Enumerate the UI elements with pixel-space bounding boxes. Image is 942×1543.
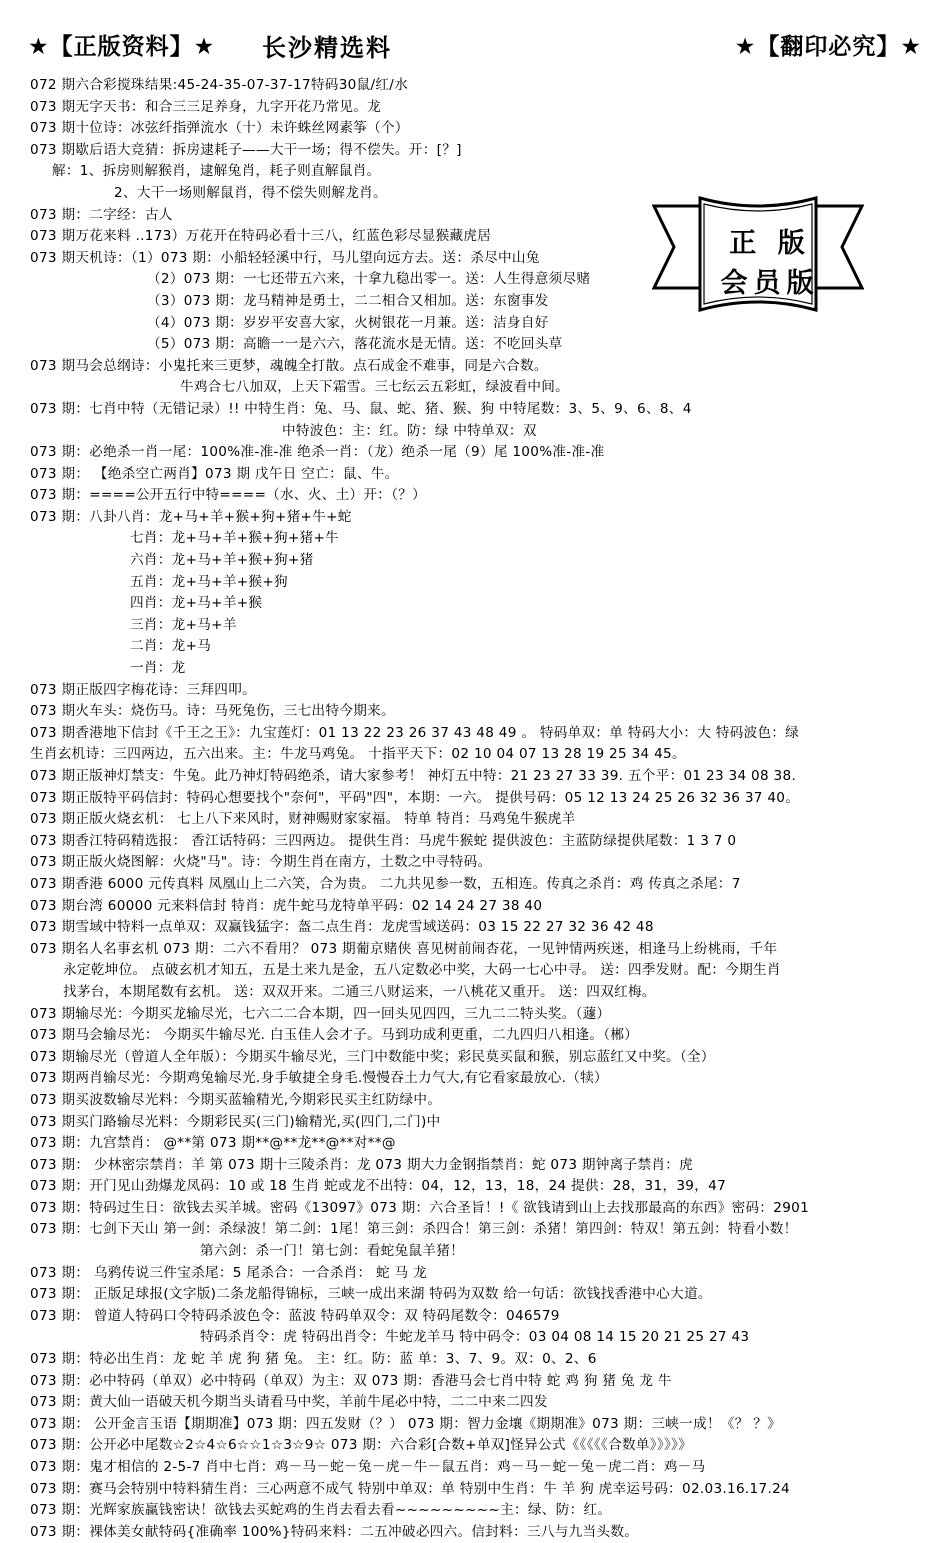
text-line: 073 期：八卦八肖：龙+马+羊+猴+狗+猪+牛+蛇 (30, 508, 352, 525)
text-line: 073 期： 曾道人特码口令特码杀波色令：蓝波 特码单双令：双 特码尾数令：046579 (30, 1307, 560, 1324)
text-line: 073 期： 公开金言玉语【期期准】073 期：四五发财（？） 073 期：智力金壤《期期准》073 期：三峡一成！《？ ？》 (30, 1415, 782, 1432)
text-line: 073 期输尽光（曾道人全年版）：今期买牛输尽光，三门中数能中奖；彩民莫买鼠和猴，别忘蓝红又中奖。（全） (30, 1048, 715, 1065)
text-line: 解：1、拆房则解猴肖，逮解兔肖，耗子则直解鼠肖。 (52, 163, 381, 180)
text-line: 073 期：公开必中尾数☆2☆4☆6☆☆1☆3☆9☆ 073 期：六合彩[合数+单双]怪异公式《《《《《合数单》》》》》 (30, 1437, 693, 1454)
text-line: 找茅台，本期尾数有玄机。 送：双双开来。二通三八财运来，一八桃花又重开。 送：四双红梅。 (63, 983, 656, 1000)
stamp-line-1: 正 版 (729, 228, 811, 259)
text-line: 073 期正版火烧玄机： 七上八下来风时，财神赐财家家福。 特单 特肖：马鸡兔牛猴虎羊 (30, 811, 576, 828)
text-line: 073 期：必绝杀一肖一尾：100%准-准-准 绝杀一肖：（龙）绝杀一尾（9）尾 100%准-准-准 (30, 444, 605, 461)
text-line: 073 期：====公开五行中特====（水、火、土）开：（？） (30, 487, 427, 504)
stamp-line-2: 会员版 (720, 268, 820, 299)
text-line: 073 期： 【绝杀空亡两肖】073 期 戊午日 空亡：鼠、牛。 (30, 465, 399, 482)
text-line: 中特波色：主：红。防：绿 中特单双：双 (282, 422, 537, 439)
page-header (0, 0, 942, 70)
text-line: 073 期歇后语大竞猜：拆房逮耗子——大干一场；得不偿失。开：[？] (30, 141, 462, 158)
member-edition-stamp (712, 224, 828, 304)
text-line: 073 期：裸体美女献特码{准确率 100%}特码来料：二五冲破必四六。信封料：三八与九当头数。 (30, 1523, 639, 1540)
text-line: 073 期两肖输尽光：今期鸡兔输尽光.身手敏捷全身毛.慢慢吞土力气大,有它看家最放心.（犊） (30, 1070, 608, 1087)
text-line: 073 期：鬼才相信的 2-5-7 肖中七肖：鸡－马－蛇－兔－虎－牛－鼠五肖：鸡－马－蛇－兔－虎二肖：鸡－马 (30, 1459, 706, 1475)
text-line: 073 期雪域中特料一点单双：双赢钱猛字：盔二点生肖：龙虎雪域送码：03 15 22 27 32 36 42 48 (30, 919, 654, 936)
text-line: 073 期：七剑下天山 第一剑：杀绿波！第二剑：1尾！第三剑：杀四合！第三剑：杀猪！第四剑：特双！第五剑：特看小数！ (30, 1221, 798, 1238)
text-line: 073 期买门路输尽光料：今期彩民买(三门)输精光,买(四门,二门)中 (30, 1113, 441, 1130)
text-line: 073 期万花来料 ..173）万花开在特码必看十三八，红蓝色彩尽显猴藏虎居 (30, 228, 492, 245)
text-line: （5）073 期：高瞻一一是六六，落花流水是无情。送：不吃回头草 (147, 336, 563, 353)
text-line: 073 期：开门见山劲爆龙凤码：10 或 18 生肖 蛇或龙不出特：04，12，13，18，24 提供：28，31，39，47 (30, 1178, 727, 1195)
text-line: 073 期：九宫禁肖： @**第 073 期**@**龙**@**对**@ (30, 1135, 396, 1152)
text-line: 073 期买波数输尽光料：今期买蓝输精光,今期彩民买主红防绿中。 (30, 1091, 442, 1108)
text-line: 2、大干一场则解鼠肖，得不偿失则解龙肖。 (114, 184, 387, 201)
text-line: 073 期： 少林密宗禁肖：羊 第 073 期十三陵杀肖：龙 073 期大力金钢指禁肖：蛇 073 期钟离子禁肖：虎 (30, 1156, 694, 1173)
header-center-title: 长沙精选料 (262, 34, 392, 62)
text-line: 073 期香江特码精选报： 香江话特码：三四两边。 提供生肖：马虎牛猴蛇 提供波色：主蓝防绿提供尾数：1 3 7 0 (30, 832, 737, 849)
text-line: 生肖玄机诗：三四两边，五六出来。主：牛龙马鸡兔。 十指平天下：02 10 04 07 13 28 19 25 34 45。 (30, 746, 686, 763)
text-line: （3）073 期：龙马精神是勇士，二二相合又相加。送：东窗事发 (147, 292, 549, 309)
text-line: 073 期香港 6000 元传真料 凤凰山上二六笑，合为贵。 二九共见参一数，五相连。传真之杀肖：鸡 传真之杀尾：7 (30, 875, 741, 892)
text-line: 一肖：龙 (130, 660, 186, 677)
text-line: 073 期：黄大仙一语破天机今期当头请看马中奖，羊前牛尾必中特，二二中来二四发 (30, 1394, 548, 1411)
text-line: 六肖：龙+马+羊+猴+狗+猪 (130, 552, 314, 569)
text-line: 073 期十位诗：冰弦纤指弹流水（十）未许蛛丝网素筝（个） (30, 120, 409, 137)
text-line: 特码杀肖令：虎 特码出肖令：牛蛇龙羊马 特中码令：03 04 08 14 15 20 21 25 27 43 (200, 1329, 750, 1346)
text-line: 073 期： 乌鸦传说三件宝杀尾：5 尾杀合：一合杀肖： 蛇 马 龙 (30, 1264, 427, 1281)
text-line: 三肖：龙+马+羊 (130, 616, 237, 633)
text-line: 073 期输尽光：今期买龙输尽光，七六二二合本期，四一回头见四四，三九二二特头奖。（蘧） (30, 1005, 611, 1022)
text-line: 永定乾坤位。 点破玄机才知五，五是土来九是金，五八定数必中奖，大码一七心中寻。 送：四季发财。配：今期生肖 (63, 962, 781, 979)
header-left-title: ★【正版资料】★ (28, 34, 216, 60)
text-line: 073 期： 正版足球报(文字版)二条龙船得锦标，三峡一成出来湖 特码为双数 给一句话：欲钱找香港中心大道。 (30, 1286, 712, 1303)
text-line: 073 期正版火烧图解：火烧"马"。诗：今期生肖在南方，土数之中寻特码。 (30, 854, 492, 871)
text-line: 073 期：必中特码（单双）必中特码（单双）为主：双 073 期：香港马会七肖中特 蛇 鸡 狗 猪 兔 龙 牛 (30, 1372, 672, 1389)
text-line: 073 期无字天书：和合三三足养身，九字开花乃常见。龙 (30, 98, 382, 115)
text-line: 四肖：龙+马+羊+猴 (130, 595, 263, 612)
text-line: 073 期正版特平码信封：特码心想要找个"奈何"，平码"四"，本期：一六。 提供号码：05 12 13 24 25 26 32 36 37 40。 (30, 789, 800, 806)
text-line: （2）073 期：一七还带五六来，十拿九稳出零一。送：人生得意须尽赌 (147, 271, 591, 288)
text-line: 牛鸡合七八加双，上天下霜雪。三七纭云五彩虹，绿波看中间。 (180, 379, 570, 396)
text-line: （4）073 期：岁岁平安喜大家，火树银花一月兼。送：洁身自好 (147, 314, 549, 331)
text-line: 第六剑：杀一门！第七剑：看蛇兔鼠羊猪！ (200, 1243, 464, 1260)
text-line: 073 期：七肖中特（无错记录）!! 中特生肖：兔、马、鼠、蛇、猪、猴、狗 中特尾数：3、5、9、6、8、4 (30, 400, 692, 417)
text-line: 七肖：龙+马+羊+猴+狗+猪+牛 (130, 530, 340, 547)
text-line: 073 期正版神灯禁支：牛兔。此乃神灯特码绝杀，请大家参考！ 神灯五中特：21 23 27 33 39. 五个平：01 23 34 08 38. (30, 768, 797, 784)
text-line: 五肖：龙+马+羊+猴+狗 (130, 573, 288, 590)
text-line: 073 期马会总纲诗：小鬼托来三更梦，魂魄全打散。点石成金不难事，同是六合数。 (30, 357, 548, 374)
text-line: 二肖：龙+马 (130, 638, 212, 655)
text-line: 073 期名人名事玄机 073 期：二六不看用？ 073 期葡京赌侠 喜见树前闹杏花，一见钟情两疾迷，相逢马上纷桃雨，千年 (30, 940, 778, 957)
text-line: 073 期香港地下信封《千王之王》：九宝莲灯：01 13 22 23 26 37 43 48 49 。 特码单双：单 特码大小：大 特码波色：绿 (30, 724, 800, 741)
text-line: 073 期正版四字梅花诗：三拜四叩。 (30, 681, 256, 698)
text-line: 073 期：特码过生日：欲钱去买羊城。密码《13097》073 期：六合圣旨！!《 欲钱请到山上去找那最高的东西》密码：2901 (30, 1199, 810, 1216)
text-line: 073 期天机诗：（1）073 期：小船轻轻溪中行，马儿望向远方去。送：杀尽中山兔 (30, 249, 540, 266)
header-right-title: ★【翻印必究】★ (734, 34, 922, 60)
text-line: 073 期马会输尽光： 今期买牛输尽光. 白玉佳人会才子。马到功成利更重，二九四归八相逢。（郴） (30, 1027, 639, 1044)
text-line: 073 期：二字经：古人 (30, 206, 173, 223)
text-line: 073 期台湾 60000 元来料信封 特肖：虎牛蛇马龙特单平码：02 14 24 27 38 40 (30, 897, 543, 914)
text-line: 073 期：光辉家族赢钱密诀！欲钱去买蛇鸡的生肖去看去看~~~~~~~~~主：绿、防：红。 (30, 1502, 612, 1519)
text-line: 073 期：赛马会特别中特料猜生肖：三心两意不成气 特别中单双：单 特别中生肖：牛 羊 狗 虎幸运号码：02.03.16.17.24 (30, 1480, 790, 1497)
text-line: 073 期：特必出生肖：龙 蛇 羊 虎 狗 猪 兔。 主：红。防：蓝 单：3、7、9。双：0、2、6 (30, 1351, 597, 1368)
text-line: 072 期六合彩搅珠结果:45-24-35-07-37-17特码30鼠/红/水 (30, 77, 409, 93)
text-line: 073 期火车头：烧伤马。诗：马死兔伤，三七出特今期来。 (30, 703, 395, 720)
